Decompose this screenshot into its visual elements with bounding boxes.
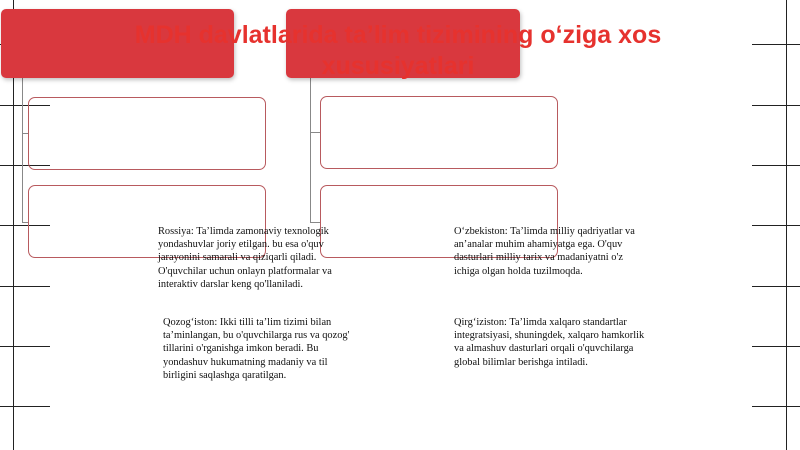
paragraph-kyrgyzstan: Qirg‘iziston: Ta’limda xalqaro standartlar integratsiyasi, shuningdek, xalqaro hamkorlik va almashuv dasturlari orqali o'quvchilarga global bilimlar berishga intiladi. [454,317,645,368]
grid-line [752,165,800,166]
grid-line [752,406,800,407]
connector-line [310,132,320,133]
paragraph-uzbekistan: O‘zbekiston: Ta’limda milliy qadriyatlar va an’analar muhim ahamiyatga ega. O'quv dasturlari milliy tarix va madaniyatni o'z ichiga olgan holda tuzilmoqda. [454,226,635,277]
content-box-right-top [320,96,558,169]
connector-line [310,78,311,223]
grid-line [752,225,800,226]
grid-line [0,346,50,347]
grid-line [752,346,800,347]
grid-line [0,406,50,407]
slide-title: MDH davlatlarida ta’lim tizimining o‘ziga xos xususiyatlari [134,21,662,80]
paragraph-kazakhstan: Qozog‘iston: Ikki tilli ta’lim tizimi bilan ta’minlangan, bu o'quvchilarga rus va qozog' tillarini o'rganishga imkon beradi. Bu yondashuv hukumatning madaniy va til birligini saqlashga qaratilgan. [163,317,350,381]
connector-line [22,78,23,223]
grid-line [752,286,800,287]
grid-line [0,286,50,287]
grid-line [786,0,787,450]
connector-line [310,222,320,223]
grid-line [752,105,800,106]
content-box-left-top [28,97,266,170]
grid-line [752,44,800,45]
paragraph-russia: Rossiya: Ta’limda zamonaviy texnologik yondashuvlar joriy etilgan. bu esa o'quv jarayonini samarali va qiziqarli qiladi. O'quvchilar uchun onlayn platformalar va interaktiv darslar keng qo'llaniladi. [158,226,332,290]
